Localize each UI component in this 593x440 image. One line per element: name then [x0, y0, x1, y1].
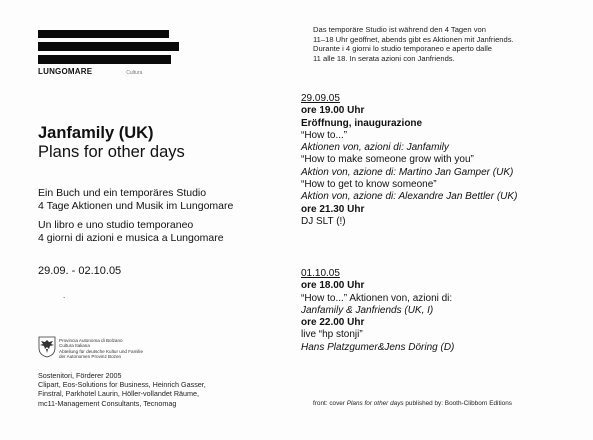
publisher-footer	[313, 400, 512, 407]
day1-line: “How to get to know someone”	[301, 179, 437, 191]
day2-artists: Hans Platzgumer&Jens Döring (D)	[301, 341, 455, 353]
event-subtitle: Plans for other days	[38, 143, 185, 161]
day1-time-1: ore 19.00 Uhr	[301, 105, 365, 117]
day1-date: 29.09.05	[301, 93, 340, 104]
day1-dj: DJ SLT (!)	[301, 215, 346, 227]
province-line: der Autonomen Provinz Bozen	[59, 354, 122, 360]
logo-row	[38, 67, 142, 76]
day2-time-2: ore 22.00 Uhr	[301, 317, 365, 329]
province-line: Cultura Italiana	[59, 343, 90, 349]
footer-prefix: front: cover	[313, 400, 347, 407]
logo-subtext: Cultura	[126, 70, 143, 76]
intro-line: 11–18 Uhr geöffnet, abends gibt es Aktionen mit Janfriends.	[313, 34, 514, 44]
description-de-line-2: 4 Tage Aktionen und Musik im Lungomare	[38, 200, 234, 212]
day2-live: live “hp stonji”	[301, 329, 363, 341]
event-dates: 29.09. - 02.10.05	[38, 265, 122, 277]
day1-line: “How to make someone grow with you”	[301, 154, 474, 166]
footer-suffix: published by: Booth-Clibborn Editions	[403, 400, 512, 407]
day1-line: “How to...”	[301, 129, 348, 141]
day1-line: Aktion von, azione di: Martino Jan Gamper (UK)	[301, 166, 514, 178]
day1-line: Aktionen von, azioni di: Janfamily	[301, 142, 449, 154]
description-de-line-1: Ein Buch und ein temporäres Studio	[38, 187, 207, 199]
sponsors-block	[38, 371, 206, 408]
stray-dot: .	[63, 291, 66, 300]
day1-event: Eröffnung, inaugurazione	[301, 117, 423, 129]
day2-time-1: ore 18.00 Uhr	[301, 280, 365, 292]
eagle-crest-icon	[38, 336, 56, 358]
redaction-bar	[38, 55, 171, 64]
redaction-bar	[38, 30, 169, 38]
schedule-day-2	[301, 268, 454, 354]
sponsors-line: Finstral, Parkhotel Laurin, Höller-vollandet Räume,	[38, 389, 199, 399]
province-line: Abteilung für deutsche Kultur und Familie	[59, 348, 144, 354]
intro-line: 11 alle 18. In serata azioni con Janfriends.	[313, 53, 455, 63]
lungomare-logo: LUNGOMARE	[38, 67, 93, 76]
sponsors-line: mc11-Management Consultants, Tecnomag	[38, 398, 177, 408]
day2-line-1: “How to...” Aktionen von, azioni di:	[301, 292, 453, 304]
day2-line-2: Janfamily & Janfriends (UK, I)	[301, 304, 434, 316]
description-it-line-2: 4 giorni di azioni e musica a Lungomare	[38, 232, 224, 244]
sponsors-line: Sostenitori, Förderer 2005	[38, 371, 122, 380]
intro-line: Das temporäre Studio ist während den 4 Tagen von	[313, 25, 486, 34]
intro-line: Durante i 4 giorni lo studio temporaneo e aperto dalle	[313, 44, 492, 54]
studio-intro	[313, 25, 514, 63]
province-line: Provincia Autonoma di Bolzano	[59, 338, 123, 343]
redaction-bar	[38, 42, 179, 51]
sponsors-line: Clipart, Eos-Solutions for Business, Heinrich Gasser,	[38, 380, 206, 390]
footer-book-title: Plans for other days	[346, 400, 404, 407]
schedule-day-1	[301, 93, 517, 228]
day2-date: 01.10.05	[301, 268, 340, 279]
province-credit	[59, 338, 143, 360]
event-title: Janfamily (UK)	[38, 124, 154, 142]
day1-line: Aktion von, azione di: Alexandre Jan Bettler (UK)	[301, 191, 518, 203]
day1-time-2: ore 21.30 Uhr	[301, 203, 365, 215]
description-it-line-1: Un libro e uno studio temporaneo	[38, 219, 194, 231]
